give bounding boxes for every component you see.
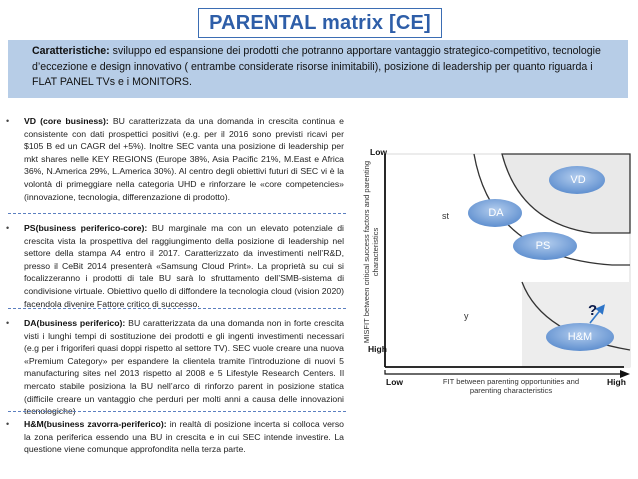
- parental-matrix: [352, 145, 634, 403]
- bullet-hm: [6, 418, 344, 456]
- bullet-dot: •: [6, 318, 10, 328]
- y-axis-label: MISFIT between critical success factors and parenting characteristics: [362, 160, 380, 344]
- x-high-label: High: [607, 377, 626, 387]
- characteristics-box: [8, 40, 628, 98]
- page-title: PARENTAL matrix [CE]: [209, 11, 431, 34]
- bullet-text: BU caratterizzata da una domanda in crescita continua e consistente con dati prospettici positivi (e.g. per il 2016 sono previsti ricavi per $105 B ed un CAGR del +5%). Inoltre SEC vanta una posizione di leadership per mkt shares nelle KEY REGIONS (Europe 38%, Asia Pacific 21%, M.East e Africa 36%, N.America 29%, L.America 30%). Al centro degli obiettivi futuri di SEC vi è la volontà di primeggiare nella categoria UHD e rinforzare le «core competencies» (innovazione, tecnologia, differenzazione di prodotto).: [24, 116, 344, 202]
- bullet-term: H&M(business zavorra-periferico):: [24, 419, 167, 429]
- separator: [8, 308, 346, 309]
- bullet-dot: •: [6, 419, 10, 429]
- region-y-label: y: [464, 311, 469, 321]
- characteristics-text: sviluppo ed espansione dei prodotti che potranno apportare vantaggio strategico-competitivo, tecnologie d’eccezione e design innovativo ( entrambe considerate risorse inimitabili), posizione di leadership per quanto riguarda i FLAT PANEL TVs e i MONITORS.: [32, 45, 601, 88]
- bullet-da: [6, 317, 344, 418]
- bullet-term: DA(business periferico):: [24, 318, 126, 328]
- question-mark: ?: [588, 302, 598, 319]
- x-axis-arrow: [385, 370, 624, 374]
- bullet-dot: •: [6, 223, 10, 233]
- x-low-label: Low: [386, 377, 403, 387]
- title-box: [198, 8, 442, 38]
- region-st-label: st: [442, 211, 450, 221]
- bullet-text: BU marginale ma con un elevato potenziale di crescita vista la prospettiva del raggiungimento della posizione di leadership nel settore della stampa A4 entro il 2017. Caratterizzato da investimenti nell’R&D, presso il CeBit 2014 presenterà «Samsung Cloud Print». La proprietà su cui si focalizzeranno i prodotti di tale BU sarà lo sfruttamento dell’SMB-sistema di condivisione virtuale. Obiettivo quello di diffondere la tecnologia cloud (vision 2020) facendola divenire Fattore critico di successo.: [24, 223, 344, 309]
- x-axis-label: FIT between parenting opportunities and parenting characteristics: [442, 377, 580, 395]
- bullet-text: in realtà di posizione incerta si colloca verso la zona periferica essendo una BU in crescita e in cui SEC intende investire. La questione viene comunque approfondita nella terza parte.: [24, 419, 345, 455]
- separator: [8, 411, 346, 412]
- bullet-term: VD (core business):: [24, 116, 109, 126]
- y-low-label: Low: [370, 147, 387, 157]
- ps-label: PS: [535, 240, 551, 252]
- da-label: DA: [488, 207, 504, 219]
- vd-label: VD: [570, 174, 586, 186]
- separator: [8, 213, 346, 214]
- bullet-term: PS(business periferico-core):: [24, 223, 148, 233]
- characteristics-label: Caratteristiche:: [32, 45, 110, 57]
- hm-label: H&M: [567, 331, 593, 343]
- bullet-dot: •: [6, 116, 10, 126]
- bullet-vd: [6, 115, 344, 203]
- y-high-label: High: [368, 344, 387, 354]
- bullet-ps: [6, 222, 344, 310]
- bullet-text: BU caratterizzata da una domanda non in forte crescita visti i lunghi tempi di sostituzione dei prodotti e gli ingenti investimenti necessari (e.g per i frigoriferi quasi doppi rispetto al settore TV). SEC vuole creare una nuova «Premium Category» per espandere la clientela tramite l’introduzione di nuovi 5 manufacturing sites nel 2013 rispetto al 2008 e 5 Lifestyle Research Centers. Il mercato stabile posiziona la BU nell’arco di rinforzo parent in posizione statica (difficile creare un vantaggio che perduri per molti anni a causa delle innovazioni tecnologiche): [24, 318, 344, 417]
